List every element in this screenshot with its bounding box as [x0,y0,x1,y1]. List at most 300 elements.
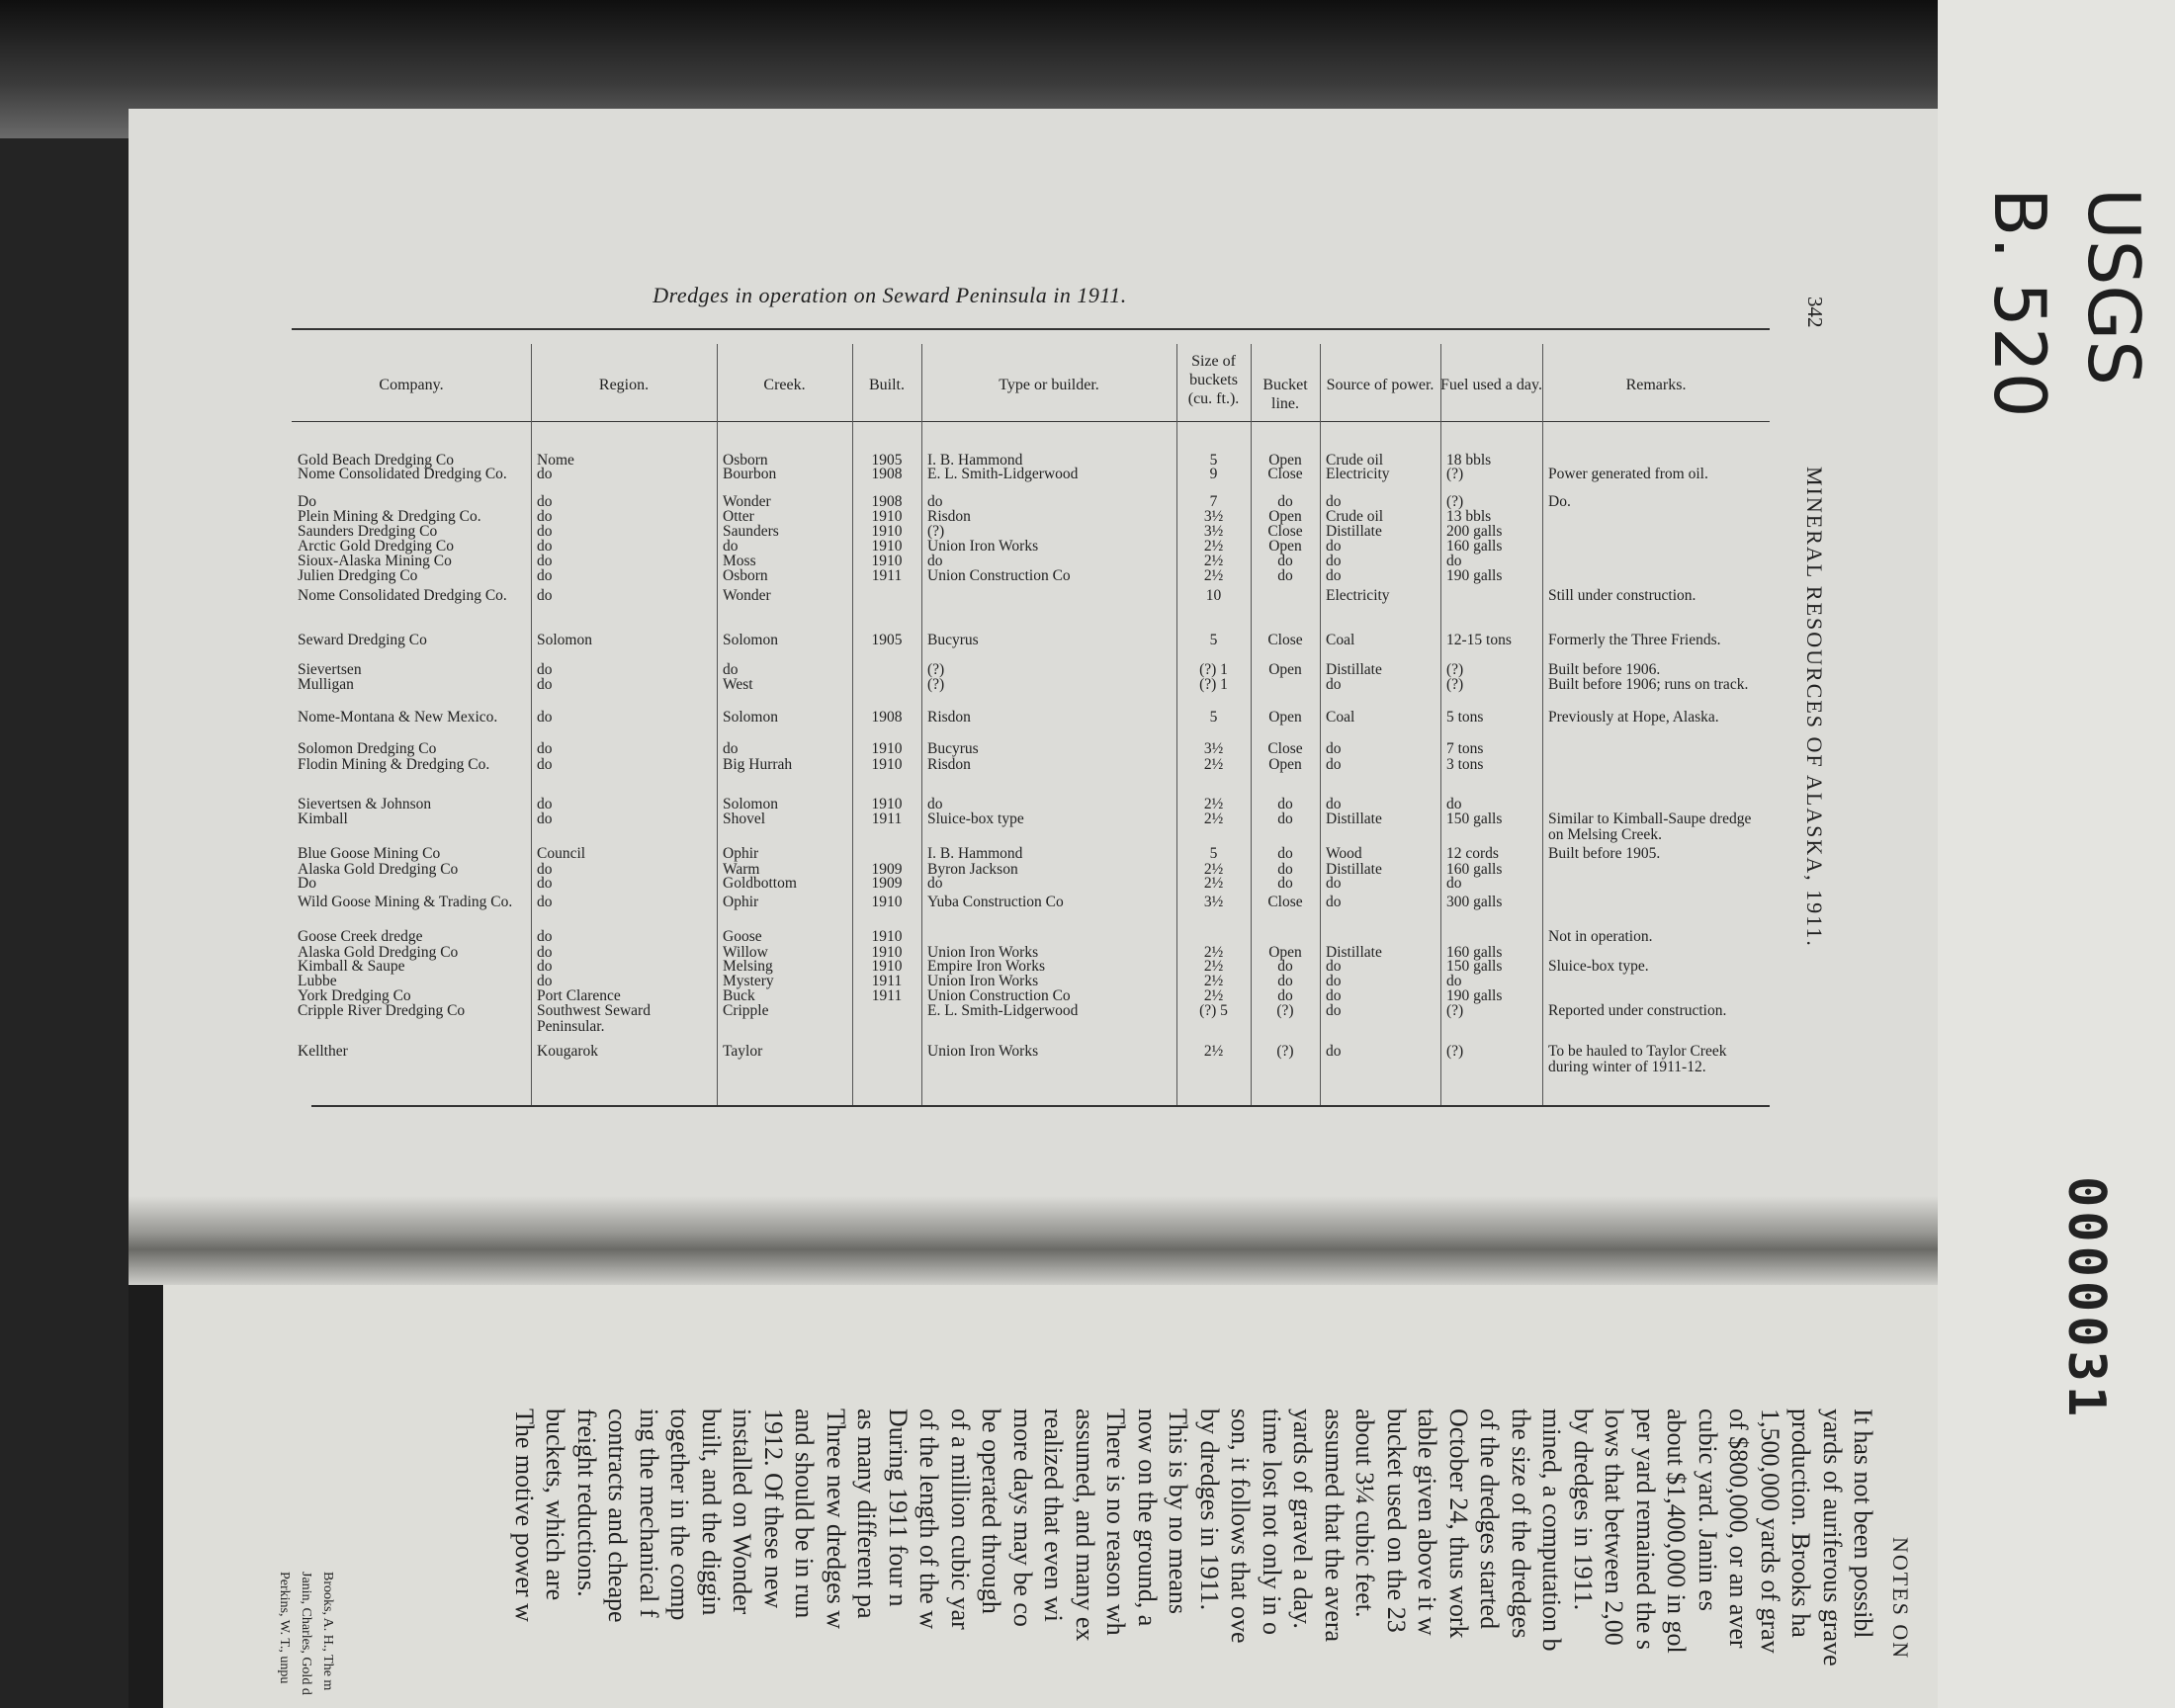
table-cell-type: Yuba Construction Co [927,894,1064,910]
table-cell-creek: Willow [723,944,768,961]
table-cell-built: 1910 [871,756,903,773]
table-cell-power: do [1326,958,1342,975]
table-cell-line: do [1277,958,1293,975]
handwritten-bulletin: B. 520 [1978,188,2061,418]
lower-text-line: of a million cubic yar [945,1409,975,1630]
table-cell-fuel: (?) [1446,676,1464,693]
table-cell-power: Electricity [1326,587,1390,604]
table-cell-creek: Big Hurrah [723,756,793,773]
table-cell-region: do [537,538,553,555]
table-cell-size: 2½ [1203,567,1224,584]
lower-text-line: cubic yard. Janin es [1693,1409,1722,1612]
table-cell-company: Do [298,493,316,510]
table-cell-region: do [537,676,553,693]
table-cell-region: do [537,811,553,827]
table-cell-region: Kougarok [537,1043,598,1060]
table-cell-size: 2½ [1203,944,1224,961]
table-cell-type: Risdon [927,709,971,726]
table-cell-line: do [1277,811,1293,827]
table-cell-line: do [1277,973,1293,989]
table-cell-line: Open [1268,709,1302,726]
lower-text-line: freight reductions. [571,1409,601,1597]
table-cell-size: 2½ [1203,811,1224,827]
lower-text-line: assumed, and many ex [1070,1409,1099,1642]
table-cell-creek: Goldbottom [723,875,797,892]
lower-text-line: There is no reason wh [1101,1409,1130,1636]
table-cell-type: I. B. Hammond [927,845,1023,862]
table-cell-creek: West [723,676,753,693]
table-cell-company: Solomon Dredging Co [298,740,437,757]
table-cell-line: Open [1268,452,1302,469]
table-cell-fuel: 3 tons [1446,756,1484,773]
table-cell-fuel: 160 galls [1446,538,1503,555]
lower-text-line: assumed that the avera [1319,1409,1348,1643]
table-cell-size: 2½ [1203,756,1224,773]
table-cell-built: 1911 [871,987,903,1004]
column-header: Source of power. [1326,377,1435,393]
table-cell-region: Southwest Seward Peninsular. [537,1002,651,1035]
table-cell-line: do [1277,861,1293,878]
table-cell-region: do [537,928,553,945]
table-cell-region: do [537,973,553,989]
table-cell-creek: Mystery [723,973,774,989]
table-cell-power: Crude oil [1326,508,1384,525]
column-rule [717,344,718,1105]
table-cell-creek: do [723,661,739,678]
table-cell-fuel: (?) [1446,661,1464,678]
table-cell-type: Union Construction Co [927,987,1071,1004]
table-cell-creek: Shovel [723,811,766,827]
table-cell-line: Close [1267,466,1303,482]
table-cell-creek: Osborn [723,452,768,469]
table-cell-size: 2½ [1203,861,1224,878]
table-cell-region: Solomon [537,632,592,648]
table-cell-power: Distillate [1326,861,1382,878]
table-cell-company: Wild Goose Mining & Trading Co. [298,894,513,910]
lower-text-line: son, it follows that ove [1226,1409,1255,1644]
table-cell-built: 1905 [871,632,903,648]
table-cell-remarks: Not in operation. [1548,928,1653,945]
table-cell-power: do [1326,538,1342,555]
column-rule [1176,344,1177,1105]
table-cell-built: 1911 [871,811,903,827]
table-cell-creek: Bourbon [723,466,777,482]
lower-text-line: by dredges in 1911. [1194,1409,1224,1611]
table-cell-region: do [537,756,553,773]
lower-text-line: installed on Wonder [728,1409,756,1615]
table-cell-size: 2½ [1203,796,1224,812]
table-cell-type: Bucyrus [927,740,979,757]
lower-text-line: During 1911 four n [883,1409,913,1607]
lower-text-line: realized that even wi [1039,1409,1068,1622]
table-cell-line: do [1277,987,1293,1004]
column-rule [1251,344,1252,1105]
table-cell-creek: do [723,740,739,757]
table-cell-type: Union Iron Works [927,1043,1039,1060]
lower-text-line: mined, a computation b [1537,1409,1566,1652]
lower-text-line: per yard remained the s [1630,1409,1660,1651]
lower-text-line: buckets, which are [541,1409,569,1601]
table-cell-power: Crude oil [1326,452,1384,469]
table-cell-creek: Warm [723,861,760,878]
table-cell-fuel: (?) [1446,493,1464,510]
table-cell-creek: Solomon [723,709,778,726]
table-cell-power: do [1326,1002,1342,1019]
table-cell-line: Close [1267,740,1303,757]
table-cell-remarks: Power generated from oil. [1548,466,1708,482]
table-cell-type: Union Iron Works [927,538,1039,555]
table-cell-size: 9 [1209,466,1218,482]
table-cell-built: 1910 [871,523,903,540]
table-cell-power: Distillate [1326,523,1382,540]
lower-text-line: It has not been possibl [1849,1409,1877,1639]
table-cell-type: Risdon [927,756,971,773]
handwritten-usgs: USGS [2072,188,2155,385]
table-cell-fuel: 150 galls [1446,958,1503,975]
table-cell-remarks: Reported under construction. [1548,1002,1727,1019]
table-cell-line: do [1277,553,1293,569]
table-cell-fuel: (?) [1446,1043,1464,1060]
lower-text-line: together in the comp [665,1409,694,1621]
column-header: Type or builder. [999,377,1099,393]
lower-text-line: 1,500,000 yards of grav [1755,1409,1784,1654]
table-cell-creek: Ophir [723,845,759,862]
table-cell-fuel: 18 bbls [1446,452,1492,469]
lower-text-line: table given above it w [1413,1409,1441,1636]
table-cell-remarks: Sluice-box type. [1548,958,1649,975]
table-cell-size: (?) 5 [1199,1002,1228,1019]
table-cell-region: do [537,709,553,726]
table-cell-line: Open [1268,756,1302,773]
table-cell-size: 10 [1205,587,1222,604]
column-rule [1542,344,1543,1105]
table-cell-type: do [927,493,943,510]
table-cell-fuel: 190 galls [1446,987,1503,1004]
table-cell-fuel: do [1446,796,1462,812]
table-top-rule [292,328,1770,330]
column-header: Company. [379,377,444,393]
table-cell-size: 2½ [1203,987,1224,1004]
table-cell-region: do [537,740,553,757]
table-cell-power: Distillate [1326,661,1382,678]
lower-text-line: lows that between 2,00 [1600,1409,1628,1646]
table-cell-creek: Cripple [723,1002,769,1019]
table-cell-company: Plein Mining & Dredging Co. [298,508,481,525]
table-cell-line: Close [1267,632,1303,648]
table-cell-region: do [537,894,553,910]
lower-text-line: This is by no means [1164,1409,1192,1614]
column-header: Region. [598,377,650,393]
lower-text-line: now on the ground, a [1132,1409,1162,1627]
table-cell-size: 3½ [1203,894,1224,910]
table-cell-power: do [1326,756,1342,773]
page-upper [129,109,1938,1196]
table-cell-fuel: (?) [1446,466,1464,482]
table-cell-type: (?) [927,661,945,678]
table-cell-size: 3½ [1203,508,1224,525]
table-cell-creek: do [723,538,739,555]
table-cell-size: 3½ [1203,740,1224,757]
table-cell-type: Bucyrus [927,632,979,648]
table-cell-type: Risdon [927,508,971,525]
table-cell-type: Byron Jackson [927,861,1018,878]
lower-text-line: about 3¼ cubic feet. [1350,1409,1379,1618]
table-cell-type: Union Iron Works [927,973,1039,989]
table-cell-creek: Buck [723,987,755,1004]
table-cell-company: Seward Dredging Co [298,632,427,648]
table-cell-power: Coal [1326,709,1355,726]
table-cell-size: 5 [1209,709,1218,726]
lower-text-line: time lost not only in o [1257,1409,1286,1635]
table-cell-built: 1910 [871,894,903,910]
table-cell-built: 1910 [871,944,903,961]
lower-text-line: The motive power w [509,1409,539,1622]
lower-text-line: built, and the diggin [696,1409,726,1616]
table-cell-type: do [927,796,943,812]
table-cell-creek: Saunders [723,523,779,540]
table-cell-region: do [537,958,553,975]
table-cell-region: do [537,861,553,878]
table-cell-region: Port Clarence [537,987,621,1004]
table-cell-region: do [537,587,553,604]
table-cell-type: (?) [927,676,945,693]
table-cell-company: Kimball & Saupe [298,958,405,975]
table-cell-remarks: Built before 1905. [1548,845,1661,862]
table-cell-size: 5 [1209,632,1218,648]
table-cell-type: (?) [927,523,945,540]
table-cell-fuel: (?) [1446,1002,1464,1019]
table-cell-region: do [537,553,553,569]
table-cell-fuel: 200 galls [1446,523,1503,540]
table-cell-power: do [1326,740,1342,757]
table-cell-company: Lubbe [298,973,337,989]
table-cell-remarks: Formerly the Three Friends. [1548,632,1721,648]
table-cell-region: do [537,796,553,812]
table-cell-region: do [537,523,553,540]
lower-text-line: 1912. Of these new [758,1409,788,1609]
table-cell-type: Empire Iron Works [927,958,1045,975]
table-cell-company: Mulligan [298,676,354,693]
table-title: Dredges in operation on Seward Peninsula in 1911. [652,283,1127,307]
footnote: Perkins, W. T., unpu [277,1572,292,1684]
table-cell-creek: Melsing [723,958,773,975]
table-cell-power: Distillate [1326,944,1382,961]
column-header: Size of buckets (cu. ft.). [1187,353,1240,407]
lower-text-line: of the length of the w [914,1409,943,1630]
table-cell-type: Union Construction Co [927,567,1071,584]
table-cell-company: York Dredging Co [298,987,411,1004]
table-cell-fuel: 12 cords [1446,845,1499,862]
table-cell-creek: Wonder [723,493,771,510]
book-gutter [129,1196,1938,1285]
table-cell-remarks: Similar to Kimball-Saupe dredge on Melsing Creek. [1548,811,1752,843]
table-cell-line: Close [1267,894,1303,910]
table-cell-company: Nome-Montana & New Mexico. [298,709,498,726]
lower-text-line: yards of auriferous grave [1817,1409,1847,1666]
column-rule [921,344,922,1105]
table-cell-fuel: 190 galls [1446,567,1503,584]
table-cell-size: (?) 1 [1199,676,1228,693]
table-cell-built: 1905 [871,452,903,469]
table-cell-company: Blue Goose Mining Co [298,845,441,862]
lower-text-line: of $800,000, or an aver [1724,1409,1753,1649]
table-cell-line: Open [1268,944,1302,961]
table-cell-company: Nome Consolidated Dredging Co. [298,587,507,604]
running-title: MINERAL RESOURCES OF ALASKA, 1911. [1802,467,1827,948]
lower-text-line: production. Brooks ha [1786,1409,1815,1638]
table-cell-region: do [537,944,553,961]
table-cell-remarks: Built before 1906; runs on track. [1548,676,1749,693]
table-cell-company: Flodin Mining & Dredging Co. [298,756,490,773]
table-cell-built: 1908 [871,709,903,726]
table-cell-remarks: Still under construction. [1548,587,1696,604]
table-cell-company: Kellther [298,1043,348,1060]
table-cell-company: Kimball [298,811,348,827]
table-cell-size: 3½ [1203,523,1224,540]
table-cell-type: do [927,875,943,892]
table-cell-built: 1909 [871,861,903,878]
lower-text-line: Three new dredges w [821,1409,850,1630]
table-cell-type: E. L. Smith-Lidgerwood [927,466,1079,482]
table-cell-company: Nome Consolidated Dredging Co. [298,466,507,482]
table-cell-size: 2½ [1203,538,1224,555]
table-cell-remarks: Do. [1548,493,1571,510]
table-cell-line: Open [1268,661,1302,678]
table-cell-company: Goose Creek dredge [298,928,423,945]
column-header: Creek. [763,377,806,393]
table-cell-region: do [537,875,553,892]
column-rule [852,344,853,1105]
table-cell-line: do [1277,845,1293,862]
table-cell-power: do [1326,1043,1342,1060]
lower-text-line: the size of the dredges [1506,1409,1535,1639]
lower-running-head: NOTES ON [1888,1537,1913,1661]
table-cell-power: do [1326,567,1342,584]
table-cell-power: Wood [1326,845,1362,862]
table-bottom-rule [311,1105,1770,1107]
table-cell-region: do [537,661,553,678]
table-cell-line: do [1277,567,1293,584]
table-cell-line: Open [1268,508,1302,525]
table-cell-line: Open [1268,538,1302,555]
table-cell-size: 5 [1209,452,1218,469]
table-cell-built: 1909 [871,875,903,892]
table-cell-region: do [537,508,553,525]
table-cell-fuel: do [1446,973,1462,989]
table-cell-type: Union Iron Works [927,944,1039,961]
footnote: Brooks, A. H., The m [320,1572,335,1691]
table-cell-creek: Goose [723,928,762,945]
table-header-rule [292,421,1770,422]
table-cell-power: Electricity [1326,466,1390,482]
table-cell-creek: Ophir [723,894,759,910]
table-cell-built: 1908 [871,466,903,482]
table-cell-fuel: do [1446,875,1462,892]
column-header: Fuel used a day. [1440,377,1542,393]
table-cell-power: do [1326,493,1342,510]
table-cell-built: 1911 [871,567,903,584]
table-cell-company: Alaska Gold Dredging Co [298,861,459,878]
table-cell-power: do [1326,987,1342,1004]
table-cell-power: do [1326,973,1342,989]
table-cell-built: 1910 [871,958,903,975]
table-cell-built: 1910 [871,538,903,555]
table-cell-company: Julien Dredging Co [298,567,418,584]
lower-text-line: of the dredges started [1475,1409,1504,1630]
page-number: 342 [1803,297,1827,328]
lower-text-line: as many different pa [852,1409,881,1619]
table-cell-built: 1910 [871,508,903,525]
table-cell-company: Alaska Gold Dredging Co [298,944,459,961]
table-cell-company: Sievertsen & Johnson [298,796,432,812]
table-cell-fuel: 13 bbls [1446,508,1492,525]
table-cell-remarks: Previously at Hope, Alaska. [1548,709,1719,726]
table-cell-line: (?) [1276,1002,1294,1019]
table-cell-company: Do [298,875,316,892]
table-cell-line: do [1277,796,1293,812]
table-cell-built: 1910 [871,796,903,812]
table-cell-remarks: Built before 1906. [1548,661,1661,678]
table-cell-size: (?) 1 [1199,661,1228,678]
column-rule [1440,344,1441,1105]
table-cell-built: 1910 [871,740,903,757]
column-header: Remarks. [1625,377,1687,393]
table-cell-fuel: 150 galls [1446,811,1503,827]
lower-text-line: ing the mechanical f [634,1409,663,1618]
table-cell-line: do [1277,875,1293,892]
table-cell-size: 2½ [1203,973,1224,989]
table-cell-fuel: 160 galls [1446,861,1503,878]
table-cell-line: Close [1267,523,1303,540]
table-cell-power: do [1326,676,1342,693]
table-cell-creek: Otter [723,508,754,525]
table-cell-line: (?) [1276,1043,1294,1060]
table-cell-size: 7 [1209,493,1218,510]
table-cell-region: do [537,493,553,510]
table-cell-fuel: do [1446,553,1462,569]
table-cell-power: do [1326,875,1342,892]
table-cell-creek: Taylor [723,1043,763,1060]
table-cell-company: Gold Beach Dredging Co [298,452,454,469]
lower-text-line: contracts and cheape [603,1409,632,1623]
table-cell-size: 2½ [1203,875,1224,892]
table-cell-type: Sluice-box type [927,811,1024,827]
column-header: Bucket line. [1262,377,1308,412]
table-cell-power: do [1326,894,1342,910]
table-cell-size: 2½ [1203,553,1224,569]
table-cell-fuel: 160 galls [1446,944,1503,961]
table-cell-fuel: 7 tons [1446,740,1484,757]
table-cell-type: E. L. Smith-Lidgerwood [927,1002,1079,1019]
table-cell-size: 5 [1209,845,1218,862]
table-cell-line: do [1277,493,1293,510]
lower-text-line: more days may be co [1007,1409,1037,1627]
table-cell-fuel: 300 galls [1446,894,1503,910]
frame-number: 0000031 [2056,1176,2116,1421]
table-cell-size: 2½ [1203,1043,1224,1060]
lower-text-line: about $1,400,000 in gol [1662,1409,1691,1654]
table-cell-fuel: 12-15 tons [1446,632,1512,648]
table-cell-creek: Wonder [723,587,771,604]
footnote: Janin, Charles, Gold d [299,1572,313,1695]
table-cell-region: do [537,466,553,482]
table-cell-company: Arctic Gold Dredging Co [298,538,454,555]
table-cell-company: Saunders Dredging Co [298,523,438,540]
table-cell-fuel: 5 tons [1446,709,1484,726]
table-cell-company: Cripple River Dredging Co [298,1002,466,1019]
column-header: Built. [868,377,905,393]
lower-text-line: October 24, thus work [1443,1409,1473,1639]
